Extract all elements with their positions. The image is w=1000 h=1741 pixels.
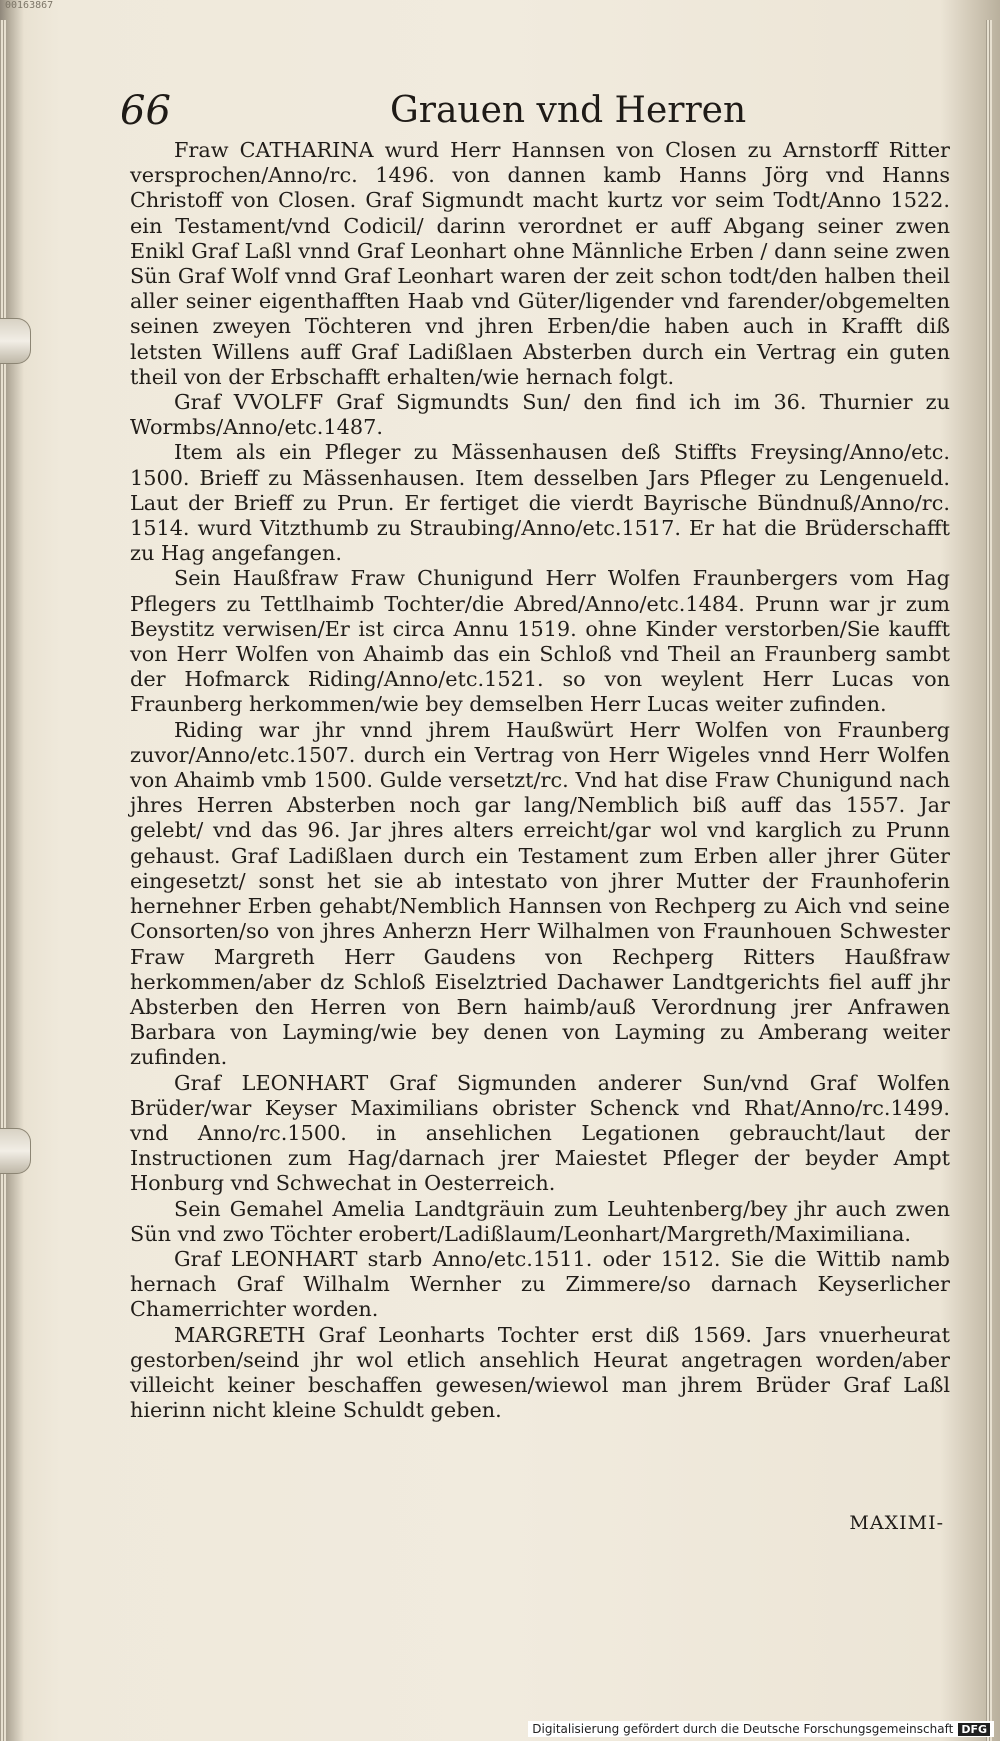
paragraph: Graf LEONHART Graf Sigmunden anderer Sun/vnd Graf Wolfen Brüder/war Keyser Maximilians obrister Schenck vnd Rhat/Anno/rc.1499. vnd Anno/rc.1500. in ansehlichen Legationen gebraucht/laut der Instructionen zum Hag/darnach jrer Maiestet Pfleger der beyder Ampt Honburg vnd Schwechat in Oesterreich. — [130, 1070, 950, 1196]
paragraph: Item als ein Pfleger zu Mässenhausen deß Stiffts Freysing/Anno/etc. 1500. Brieff zu Mässenhausen. Item desselben Jars Pfleger zu Lengenueld. Laut der Brieff zu Prun. Er fertiget die vierdt Bayrische Bündnuß/Anno/rc. 1514. wurd Vitzthumb zu Straubing/Anno/etc.1517. Er hat die Brüderschafft zu Hag angefangen. — [130, 440, 950, 566]
page-header — [120, 88, 1000, 138]
paragraph: Fraw CATHARINA wurd Herr Hannsen von Closen zu Arnstorff Ritter versprochen/Anno/rc. 1496. von dannen kamb Hanns Jörg vnd Hanns Christoff von Closen. Graf Sigmundt macht kurtz vor seim Todt/Anno 1522. ein Testament/vnd Codicil/ darinn verordnet er auff Abgang seiner zwen Enikl Graf Laßl vnnd Graf Leonhart ohne Männliche Erben / dann seine zwen Sün Graf Wolf vnnd Graf Leonhart waren der zeit schon todt/den halben theil aller seiner eigenthafften Haab vnd Güter/ligender vnd farender/obgemelten seinen zweyen Töchteren vnd jhren Erben/die haben auch in Krafft diß letsten Willens auff Graf Ladißlaen Absterben durch ein Vertrag ein guten theil von der Erbschafft erhalten/wie hernach folgt. — [130, 138, 950, 389]
registration-code: 00163867 — [5, 0, 54, 11]
binding-clip-bottom — [0, 1128, 31, 1174]
body-text — [130, 138, 950, 1423]
paragraph: Graf VVOLFF Graf Sigmundts Sun/ den find ich im 36. Thurnier zu Wormbs/Anno/etc.1487. — [130, 390, 950, 440]
paragraph: Sein Gemahel Amelia Landtgräuin zum Leuhtenberg/bey jhr auch zwen Sün vnd zwo Töchter erobert/Ladißlaum/Leonhart/Margreth/Maximiliana. — [130, 1196, 950, 1246]
book-page-edges-left — [0, 20, 6, 1741]
catchword: MAXIMI- — [849, 1512, 944, 1534]
paragraph: Sein Haußfraw Fraw Chunigund Herr Wolfen Fraunbergers vom Hag Pflegers zu Tettlhaimb Tochter/die Abred/Anno/etc.1484. Prunn war jr zum Beystitz verwisen/Er ist circa Annu 1519. ohne Kinder verstorben/Sie kaufft von Herr Wolfen von Ahaimb das ein Schloß vnd Theil an Fraunberg sambt der Hofmarck Riding/Anno/etc.1521. so von weylent Herr Lucas von Fraunberg herkommen/wie bey demselben Herr Lucas weiter zufinden. — [130, 566, 950, 717]
dfg-logo: DFG — [958, 1723, 990, 1736]
paragraph: Graf LEONHART starb Anno/etc.1511. oder 1512. Sie die Wittib namb hernach Graf Wilhalm Wernher zu Zimmere/so darnach Keyserlicher Chamerrichter worden. — [130, 1246, 950, 1322]
binding-clip-top — [0, 318, 31, 364]
digitization-credit — [528, 1721, 994, 1737]
page-number: 66 — [120, 88, 171, 134]
book-page-edges-right — [986, 20, 992, 1741]
credit-text: Digitalisierung gefördert durch die Deutsche Forschungsgemeinschaft — [532, 1722, 954, 1736]
paragraph: MARGRETH Graf Leonharts Tochter erst diß 1569. Jars vnuerheurat gestorben/seind jhr wol etlich ansehlich Heurat angetragen worden/aber villeicht keiner beschaffen gewesen/wiewol man jhrem Brüder Graf Laßl hierinn nicht kleine Schuldt geben. — [130, 1322, 950, 1423]
paragraph: Riding war jhr vnnd jhrem Haußwürt Herr Wolfen von Fraunberg zuvor/Anno/etc.1507. durch ein Vertrag von Herr Wigeles vnnd Herr Wolfen von Ahaimb vmb 1500. Gulde versetzt/rc. Vnd hat dise Fraw Chunigund nach jhres Herren Absterben noch gar lang/Nemblich biß auff das 1557. Jar gelebt/ vnd das 96. Jar jhres alters erreicht/gar wol vnd karglich zu Prunn gehaust. Graf Ladißlaen durch ein Testament zum Erben aller jhrer Güter eingesetzt/ sonst het sie ab intestato von jhrer Mutter der Fraunhoferin hernehner Erben gehabt/Nemblich Hannsen von Rechperg zu Aich vnd seine Consorten/so von jhres Anherzn Herr Wilhalmen von Fraunhouen Schwester Fraw Margreth Herr Gaudens von Rechperg Ritters Haußfraw herkommen/aber dz Schloß Eiselztried Dachawer Landtgerichts fiel auff jhr Absterben den Herren von Bern haimb/auß Verordnung jrer Anfrawen Barbara von Layming/wie bey denen von Layming zu Amberang weiter zufinden. — [130, 717, 950, 1070]
running-title: Grauen vnd Herren — [390, 90, 747, 131]
